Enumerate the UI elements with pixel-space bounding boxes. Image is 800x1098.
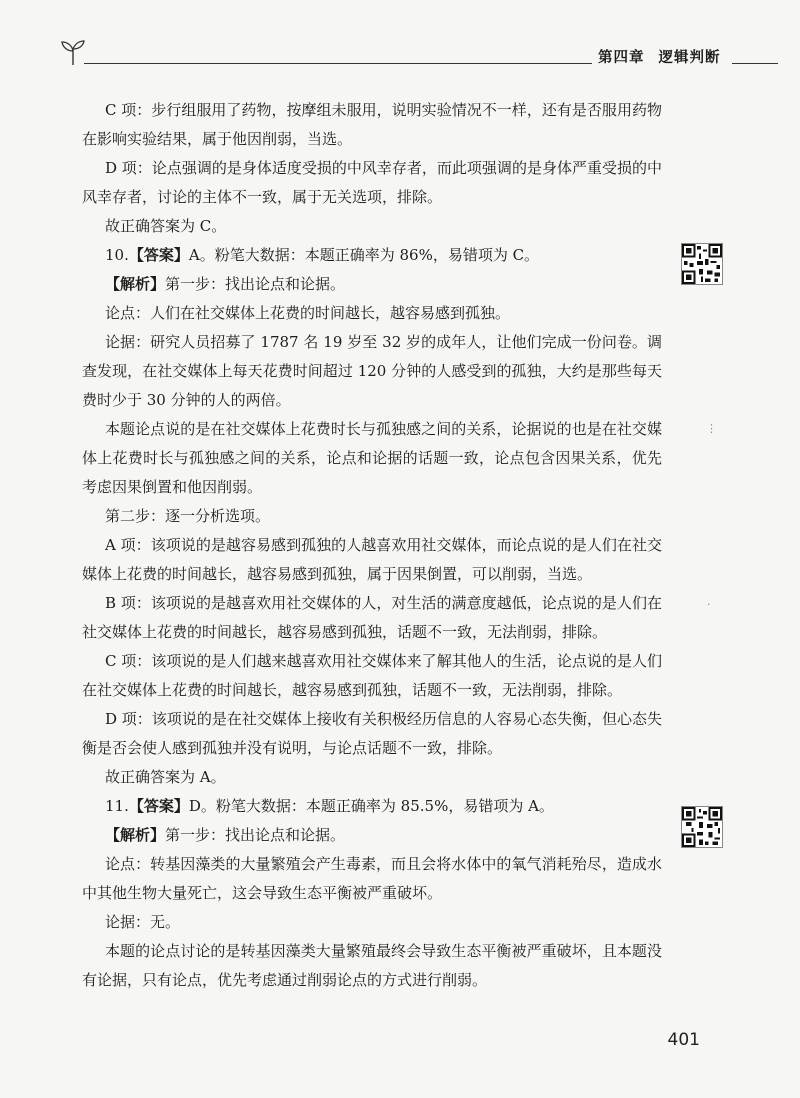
paragraph-text: 论据：研究人员招募了 1787 名 19 岁至 32 岁的成年人，让他们完成一份问卷。调查发现，在社交媒体上每天花费时间超过 120 分钟的人感受到的孤独，大约是那些每天费时少于 30 分钟的人的两倍。 bbox=[82, 333, 662, 409]
paragraph bbox=[82, 647, 662, 705]
page-header bbox=[60, 36, 780, 76]
analysis-text: 第一步：找出论点和论据。 bbox=[165, 275, 346, 293]
analysis-label: 【解析】 bbox=[105, 826, 166, 844]
analysis-label: 【解析】 bbox=[105, 275, 166, 293]
analysis-line bbox=[82, 821, 662, 850]
answer-text: D。粉笔大数据：本题正确率为 85.5%，易错项为 A。 bbox=[188, 797, 554, 815]
paragraph-text: 论点：人们在社交媒体上花费的时间越长，越容易感到孤独。 bbox=[105, 304, 511, 322]
paragraph-text: D 项：论点强调的是身体适度受损的中风幸存者，而此项强调的是身体严重受损的中风幸存者，讨论的主体不一致，属于无关选项，排除。 bbox=[82, 159, 662, 206]
analysis-text: 第一步：找出论点和论据。 bbox=[165, 826, 346, 844]
answer-text: A。粉笔大数据：本题正确率为 86%，易错项为 C。 bbox=[188, 246, 540, 264]
paragraph-text: C 项：步行组服用了药物，按摩组未服用，说明实验情况不一样，还有是否服用药物在影响实验结果，属于他因削弱，当选。 bbox=[82, 101, 662, 148]
paragraph-text: 论点：转基因藻类的大量繁殖会产生毒素，而且会将水体中的氧气消耗殆尽，造成水中其他生物大量死亡，这会导致生态平衡被严重破坏。 bbox=[82, 855, 662, 902]
paragraph bbox=[82, 850, 662, 908]
analysis-line bbox=[82, 270, 662, 299]
chapter-number: 第四章 bbox=[598, 50, 645, 66]
page-body bbox=[82, 96, 662, 995]
qr-code-icon[interactable] bbox=[681, 243, 723, 285]
paragraph-text: 本题论点说的是在社交媒体上花费时长与孤独感之间的关系，论据说的也是在社交媒体上花费时长与孤独感之间的关系，论点和论据的话题一致，论点包含因果关系，优先考虑因果倒置和他因削弱。 bbox=[82, 420, 662, 496]
paragraph-text: A 项：该项说的是越容易感到孤独的人越喜欢用社交媒体，而论点说的是人们在社交媒体上花费的时间越长，越容易感到孤独，属于因果倒置，可以削弱，当选。 bbox=[82, 536, 662, 583]
paragraph bbox=[82, 937, 662, 995]
paragraph bbox=[82, 705, 662, 763]
header-rule-left bbox=[84, 63, 592, 64]
page-number: 401 bbox=[667, 1030, 700, 1050]
question-number: 10. bbox=[105, 246, 129, 264]
answer-line bbox=[82, 792, 662, 821]
question-number: 11. bbox=[105, 797, 129, 815]
paragraph bbox=[82, 328, 662, 415]
paragraph-text: 本题的论点讨论的是转基因藻类大量繁殖最终会导致生态平衡被严重破坏，且本题没有论据，只有论点，优先考虑通过削弱论点的方式进行削弱。 bbox=[82, 942, 662, 989]
paragraph-text: 第二步：逐一分析选项。 bbox=[105, 507, 271, 525]
header-rule-right bbox=[732, 63, 778, 64]
sprout-icon bbox=[60, 36, 86, 66]
paragraph bbox=[82, 212, 662, 241]
paragraph-text: 故正确答案为 A。 bbox=[105, 768, 226, 786]
qr-code-icon[interactable] bbox=[681, 806, 723, 848]
paragraph bbox=[82, 154, 662, 212]
scan-speck: ⋮ bbox=[706, 422, 717, 435]
paragraph bbox=[82, 299, 662, 328]
answer-label: 【答案】 bbox=[128, 797, 189, 815]
answer-label: 【答案】 bbox=[128, 246, 189, 264]
answer-line bbox=[82, 241, 662, 270]
paragraph-text: B 项：该项说的是越喜欢用社交媒体的人，对生活的满意度越低，论点说的是人们在社交媒体上花费的时间越长，越容易感到孤独，话题不一致，无法削弱，排除。 bbox=[82, 594, 662, 641]
paragraph bbox=[82, 96, 662, 154]
paragraph-text: C 项：该项说的是人们越来越喜欢用社交媒体来了解其他人的生活，论点说的是人们在社交媒体上花费的时间越长，越容易感到孤独，话题不一致，无法削弱，排除。 bbox=[82, 652, 662, 699]
paragraph-text: 论据：无。 bbox=[105, 913, 181, 931]
paragraph bbox=[82, 908, 662, 937]
chapter-title: 逻辑判断 bbox=[658, 50, 721, 66]
paragraph bbox=[82, 502, 662, 531]
scan-speck: · bbox=[707, 598, 711, 611]
paragraph bbox=[82, 415, 662, 502]
paragraph bbox=[82, 531, 662, 589]
paragraph bbox=[82, 763, 662, 792]
chapter-heading bbox=[598, 46, 721, 67]
paragraph-text: D 项：该项说的是在社交媒体上接收有关积极经历信息的人容易心态失衡，但心态失衡是否会使人感到孤独并没有说明，与论点话题不一致，排除。 bbox=[82, 710, 662, 757]
paragraph-text: 故正确答案为 C。 bbox=[105, 217, 227, 235]
paragraph bbox=[82, 589, 662, 647]
